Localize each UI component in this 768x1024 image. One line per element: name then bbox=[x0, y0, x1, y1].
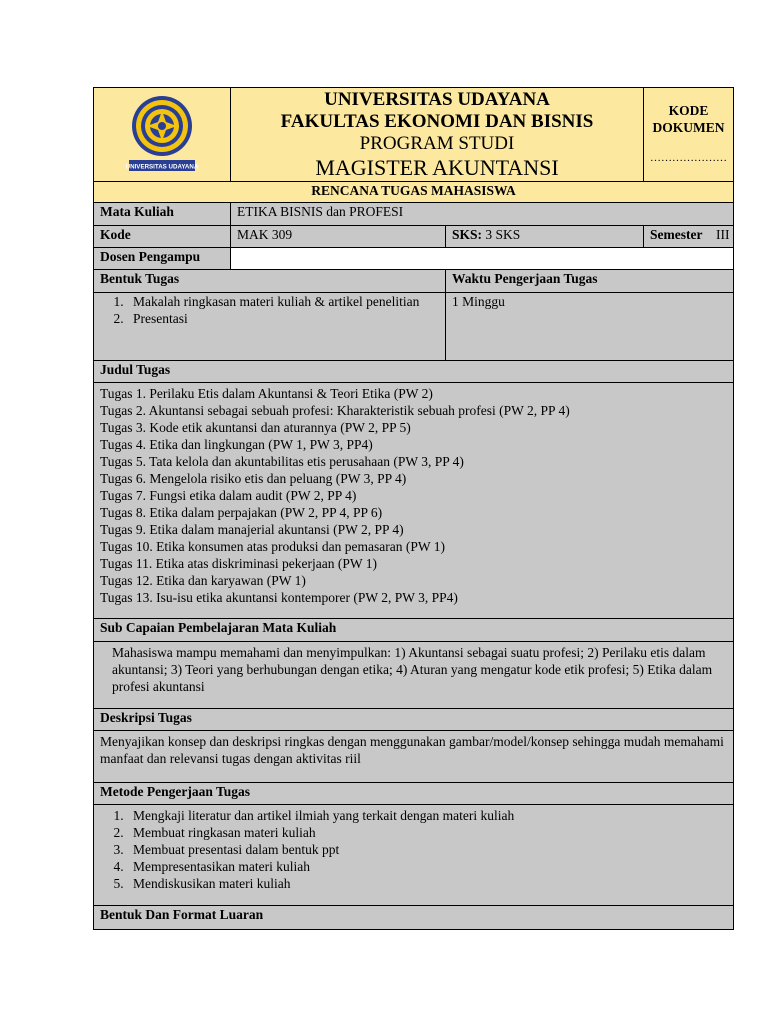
rtm-table bbox=[93, 87, 734, 930]
list-item: 4. Mempresentasikan materi kuliah bbox=[127, 858, 727, 875]
list-item: 5. Mendiskusikan materi kuliah bbox=[127, 875, 727, 892]
luaran-label: Bentuk Dan Format Luaran bbox=[94, 906, 734, 930]
sks-value: 3 SKS bbox=[482, 227, 521, 242]
list-item: Tugas 6. Mengelola risiko etis dan peluang (PW 3, PP 4) bbox=[100, 471, 407, 486]
sks-label: SKS: bbox=[452, 227, 483, 242]
semester-value: III bbox=[715, 227, 730, 242]
list-item: Tugas 12. Etika dan karyawan (PW 1) bbox=[100, 573, 306, 588]
list-item: Tugas 7. Fungsi etika dalam audit (PW 2, PP 4) bbox=[100, 488, 357, 503]
program-name: MAGISTER AKUNTANSI bbox=[315, 154, 559, 180]
semester-label: Semester bbox=[650, 227, 703, 242]
list-item: Tugas 4. Etika dan lingkungan (PW 1, PW 3, PP4) bbox=[100, 437, 373, 452]
mata-kuliah-label: Mata Kuliah bbox=[94, 203, 231, 226]
form-title: RENCANA TUGAS MAHASISWA bbox=[94, 182, 734, 203]
list-item: Tugas 3. Kode etik akuntansi dan aturannya (PW 2, PP 5) bbox=[100, 420, 411, 435]
metode-list-cell bbox=[94, 805, 734, 906]
university-name: UNIVERSITAS UDAYANA bbox=[324, 88, 550, 110]
kode-dokumen-value: ………………… bbox=[650, 152, 727, 164]
list-item: 2. Membuat ringkasan materi kuliah bbox=[127, 824, 727, 841]
deskripsi-text: Menyajikan konsep dan deskripsi ringkas dengan menggunakan gambar/model/konsep sehingga mudah memahami manfaat dan relevansi tugas dengan aktivitas riil bbox=[94, 731, 734, 783]
title-cell bbox=[231, 88, 644, 182]
list-item: Tugas 13. Isu-isu etika akuntansi kontemporer (PW 2, PW 3, PP4) bbox=[100, 590, 458, 605]
list-item: 1. Mengkaji literatur dan artikel ilmiah yang terkait dengan materi kuliah bbox=[127, 807, 727, 824]
metode-label: Metode Pengerjaan Tugas bbox=[94, 783, 734, 805]
sks-cell bbox=[446, 226, 644, 248]
bentuk-tugas-list bbox=[100, 293, 439, 327]
list-item: 1. Makalah ringkasan materi kuliah & artikel penelitian bbox=[127, 293, 439, 310]
kode-value: MAK 309 bbox=[231, 226, 446, 248]
list-item: Tugas 8. Etika dalam perpajakan (PW 2, PP 4, PP 6) bbox=[100, 505, 383, 520]
deskripsi-label: Deskripsi Tugas bbox=[94, 709, 734, 731]
logo-caption: UNIVERSITAS UDAYANA bbox=[125, 163, 199, 170]
metode-list bbox=[100, 807, 727, 892]
bentuk-tugas-list-cell bbox=[94, 293, 446, 361]
waktu-label: Waktu Pengerjaan Tugas bbox=[446, 270, 734, 293]
kode-label: KODE bbox=[668, 103, 709, 118]
dokumen-label: DOKUMEN bbox=[652, 120, 725, 135]
sub-capaian-label: Sub Capaian Pembelajaran Mata Kuliah bbox=[94, 619, 734, 642]
list-item: Tugas 11. Etika atas diskriminasi pekerjaan (PW 1) bbox=[100, 556, 377, 571]
judul-tugas-label: Judul Tugas bbox=[94, 361, 734, 383]
semester-cell bbox=[644, 226, 734, 248]
rtm-document bbox=[93, 87, 733, 930]
list-item: Tugas 1. Perilaku Etis dalam Akuntansi & Teori Etika (PW 2) bbox=[100, 386, 433, 401]
program-label: PROGRAM STUDI bbox=[359, 132, 515, 154]
list-item: Tugas 10. Etika konsumen atas produksi dan pemasaran (PW 1) bbox=[100, 539, 445, 554]
logo-cell bbox=[94, 88, 231, 182]
dosen-value bbox=[231, 248, 734, 270]
mata-kuliah-value: ETIKA BISNIS dan PROFESI bbox=[231, 203, 734, 226]
list-item: 3. Membuat presentasi dalam bentuk ppt bbox=[127, 841, 727, 858]
list-item: Tugas 5. Tata kelola dan akuntabilitas etis perusahaan (PW 3, PP 4) bbox=[100, 454, 464, 469]
sub-capaian-text: Mahasiswa mampu memahami dan menyimpulkan: 1) Akuntansi sebagai suatu profesi; 2) Perilaku etis dalam akuntansi; 3) Teori yang berhubungan dengan etika; 4) Aturan yang mengatur kode etik profesi; 5) Etika dalam profesi akuntansi bbox=[94, 642, 734, 709]
university-logo bbox=[123, 93, 201, 173]
bentuk-tugas-label: Bentuk Tugas bbox=[94, 270, 446, 293]
dosen-label: Dosen Pengampu bbox=[94, 248, 231, 270]
kode-dokumen-cell bbox=[644, 88, 734, 182]
kode-label: Kode bbox=[94, 226, 231, 248]
list-item: Tugas 9. Etika dalam manajerial akuntansi (PW 2, PP 4) bbox=[100, 522, 404, 537]
judul-tugas-list bbox=[94, 383, 734, 619]
waktu-value: 1 Minggu bbox=[446, 293, 734, 361]
list-item: Tugas 2. Akuntansi sebagai sebuah profesi: Kharakteristik sebuah profesi (PW 2, PP 4) bbox=[100, 403, 570, 418]
list-item: 2. Presentasi bbox=[127, 310, 439, 327]
faculty-name: FAKULTAS EKONOMI DAN BISNIS bbox=[280, 110, 594, 132]
